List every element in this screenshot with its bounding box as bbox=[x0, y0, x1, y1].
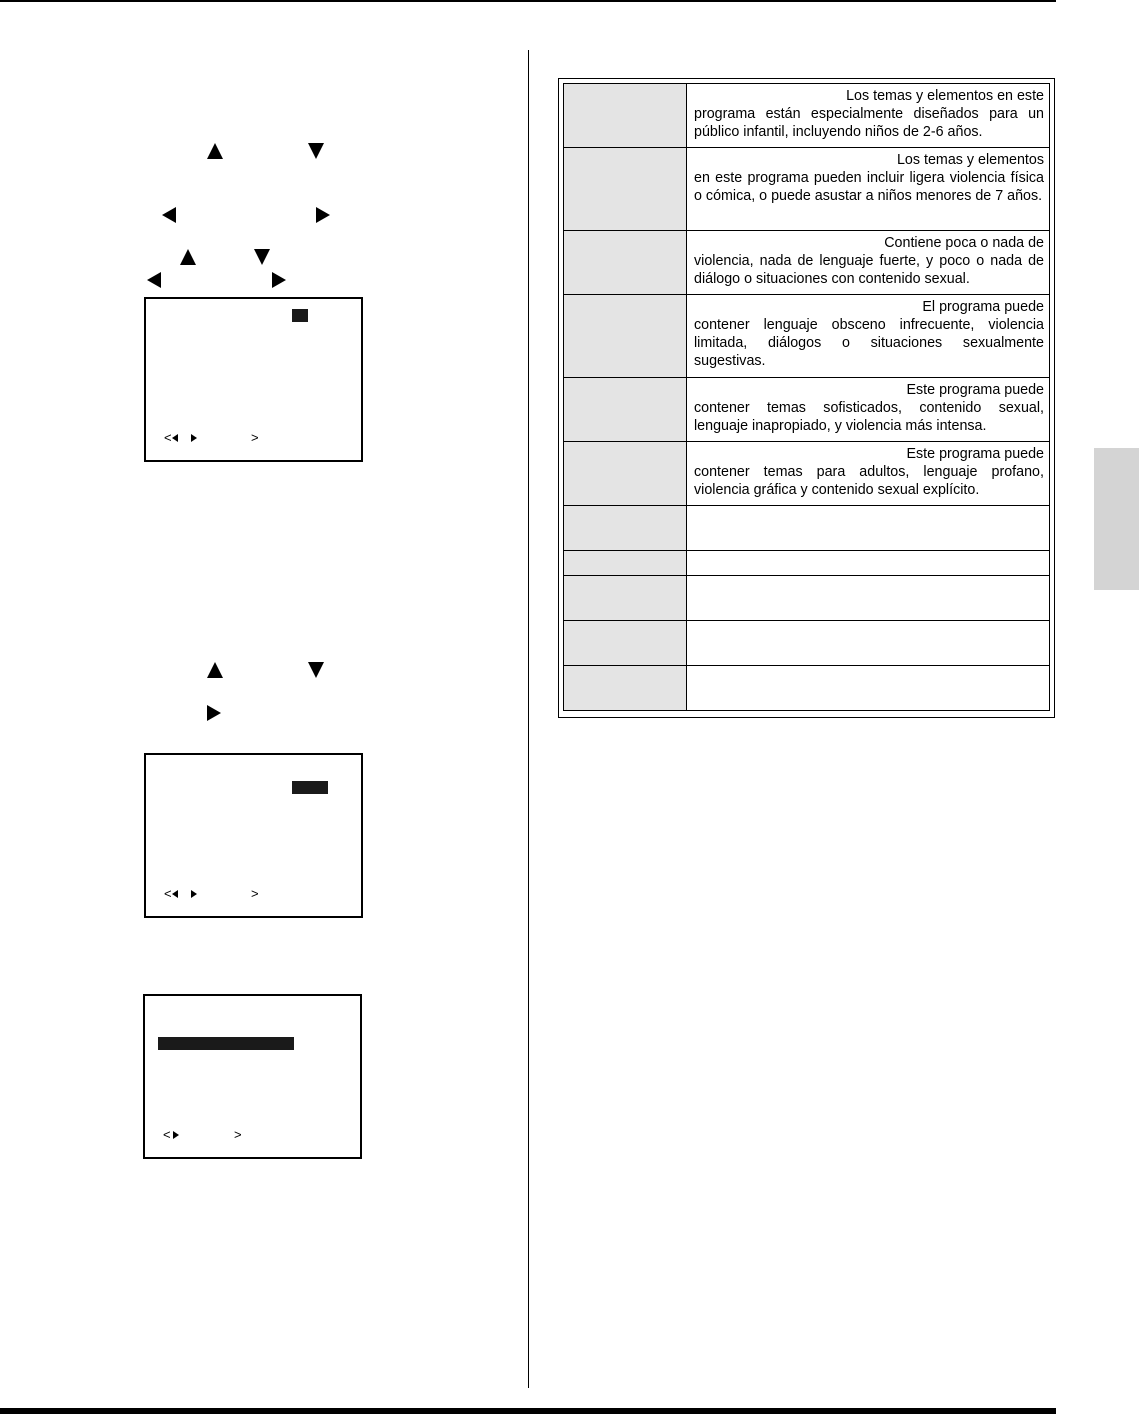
rating-description bbox=[687, 84, 1050, 148]
rating-description bbox=[687, 231, 1050, 295]
rating-row bbox=[564, 442, 1050, 506]
rating-row bbox=[564, 551, 1050, 576]
rating-code-cell bbox=[564, 576, 687, 621]
rating-description bbox=[687, 148, 1050, 231]
rating-row bbox=[564, 506, 1050, 551]
rating-description bbox=[687, 506, 1050, 551]
rating-description-lead: Contiene poca o nada de bbox=[884, 235, 1044, 251]
left-arrow-icon bbox=[147, 272, 161, 288]
rating-row bbox=[564, 295, 1050, 378]
rating-description-body: contener lenguaje obsceno infrecuente, violencia limitada, diálogos o situaciones sexualmente sugestivas. bbox=[694, 317, 1044, 369]
rating-code-cell bbox=[564, 148, 687, 231]
rating-code-cell bbox=[564, 506, 687, 551]
rating-description bbox=[687, 295, 1050, 378]
menu-highlight bbox=[158, 1037, 294, 1050]
up-arrow-icon bbox=[207, 662, 223, 678]
rating-description bbox=[687, 621, 1050, 666]
rating-description-body: en este programa pueden incluir ligera violencia física o cómica, o puede asustar a niños menores de 7 años. bbox=[694, 170, 1044, 204]
right-small-arrow-icon bbox=[191, 434, 197, 442]
rating-description-lead: El programa puede bbox=[922, 299, 1044, 315]
rating-row bbox=[564, 666, 1050, 711]
ratings-table bbox=[563, 83, 1050, 711]
rating-description-lead: Los temas y elementos bbox=[896, 152, 1044, 168]
rating-description-body: programa están especialmente diseñados para un público infantil, incluyendo niños de 2-6 años. bbox=[694, 106, 1044, 140]
rating-description bbox=[687, 442, 1050, 506]
column-divider bbox=[528, 50, 529, 1388]
rating-row bbox=[564, 231, 1050, 295]
down-arrow-icon bbox=[308, 143, 324, 159]
rating-row bbox=[564, 84, 1050, 148]
rating-code-cell bbox=[564, 666, 687, 711]
rating-description-lead: Este programa puede bbox=[906, 382, 1044, 398]
nav-open-bracket: < bbox=[164, 886, 172, 901]
rating-row bbox=[564, 621, 1050, 666]
rating-code-cell bbox=[564, 295, 687, 378]
rating-code-cell bbox=[564, 378, 687, 442]
right-arrow-icon bbox=[207, 705, 221, 721]
menu-screen-3 bbox=[143, 994, 362, 1159]
rating-description-body: contener temas sofisticados, contenido sexual, lenguaje inapropiado, y violencia más intensa. bbox=[694, 400, 1044, 434]
rating-code-cell bbox=[564, 84, 687, 148]
rating-description bbox=[687, 378, 1050, 442]
up-arrow-icon bbox=[180, 249, 196, 265]
rating-description bbox=[687, 666, 1050, 711]
nav-open-bracket: < bbox=[163, 1127, 171, 1142]
rating-description-body: violencia, nada de lenguaje fuerte, y poco o nada de diálogo o situaciones con contenido sexual. bbox=[694, 253, 1044, 287]
right-arrow-icon bbox=[272, 272, 286, 288]
rating-row bbox=[564, 378, 1050, 442]
rating-description-lead: Este programa puede bbox=[906, 446, 1044, 462]
nav-close-bracket: > bbox=[251, 886, 259, 901]
rating-row bbox=[564, 576, 1050, 621]
right-small-arrow-icon bbox=[173, 1131, 179, 1139]
menu-highlight bbox=[292, 309, 308, 322]
rating-row bbox=[564, 148, 1050, 231]
nav-open-bracket: < bbox=[164, 430, 172, 445]
menu-screen-2 bbox=[144, 753, 363, 918]
down-arrow-icon bbox=[254, 249, 270, 265]
rating-description bbox=[687, 551, 1050, 576]
menu-highlight bbox=[292, 781, 328, 794]
down-arrow-icon bbox=[308, 662, 324, 678]
rating-code-cell bbox=[564, 442, 687, 506]
nav-close-bracket: > bbox=[234, 1127, 242, 1142]
nav-close-bracket: > bbox=[251, 430, 259, 445]
up-arrow-icon bbox=[207, 143, 223, 159]
section-side-tab bbox=[1094, 448, 1139, 590]
rating-code-cell bbox=[564, 231, 687, 295]
menu-screen-1 bbox=[144, 297, 363, 462]
rating-code-cell bbox=[564, 621, 687, 666]
rating-code-cell bbox=[564, 551, 687, 576]
right-small-arrow-icon bbox=[191, 890, 197, 898]
rating-description bbox=[687, 576, 1050, 621]
left-small-arrow-icon bbox=[172, 890, 178, 898]
top-rule bbox=[0, 0, 1056, 2]
left-arrow-icon bbox=[162, 207, 176, 223]
rating-description-body: contener temas para adultos, lenguaje profano, violencia gráfica y contenido sexual explícito. bbox=[694, 464, 1044, 498]
right-arrow-icon bbox=[316, 207, 330, 223]
bottom-rule bbox=[0, 1408, 1056, 1414]
left-small-arrow-icon bbox=[172, 434, 178, 442]
rating-description-lead: Los temas y elementos en este bbox=[846, 88, 1044, 104]
